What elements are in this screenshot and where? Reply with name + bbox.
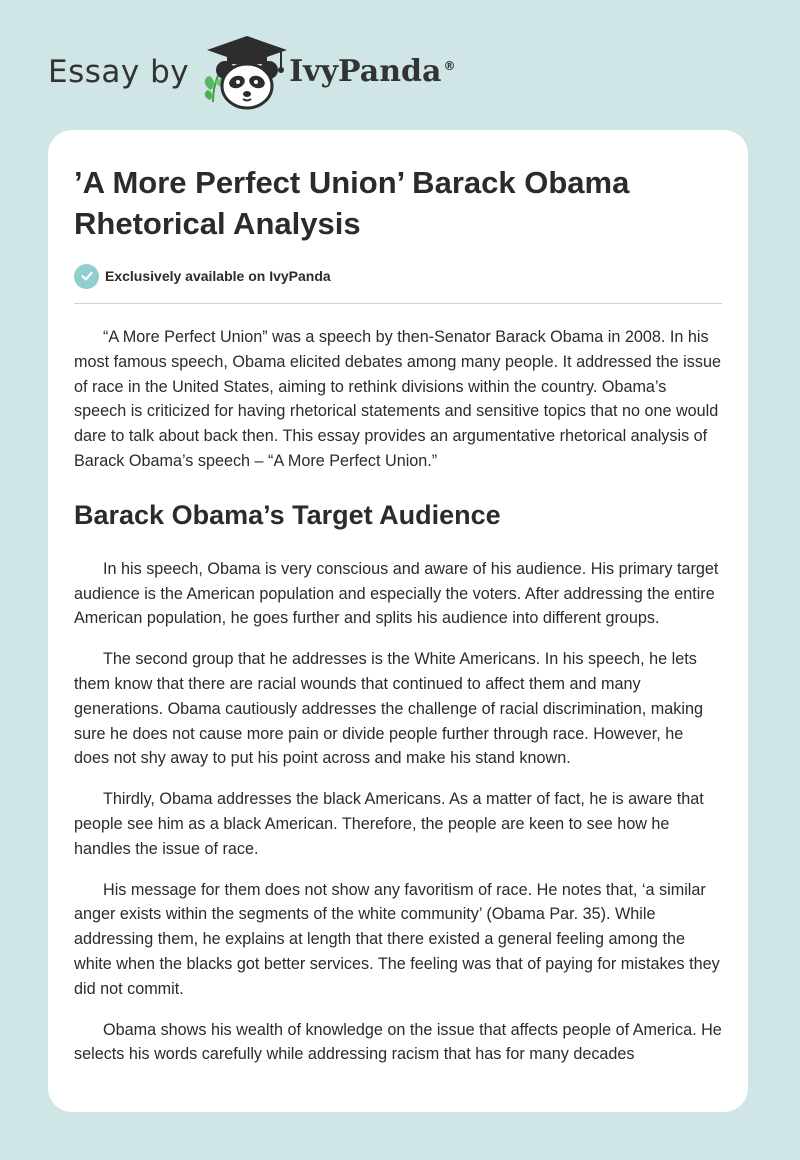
brand-name: IvyPanda ®	[289, 54, 456, 89]
essay-title: ’A More Perfect Union’ Barack Obama Rhetorical Analysis	[74, 165, 630, 241]
body-paragraph: Thirdly, Obama addresses the black Americans. As a matter of fact, he is aware that people see him as a black American. Therefore, the people are keen to see how he handles the issue of race.	[74, 790, 704, 858]
body-paragraph: Obama shows his wealth of knowledge on the issue that affects people of America. He selects his words carefully while addressing racism that has for many decades	[74, 1020, 722, 1064]
intro-paragraph: “A More Perfect Union” was a speech by then-Senator Barack Obama in 2008. In his most famous speech, Obama elicited debates among many people. It addressed the issue of race in the United States, aiming to rethink divisions within the country. Obama’s speech is criticized for having rhetorical statements and sensitive topics that no one would dare to talk about back then. This essay provides an argumentative rhetorical analysis of Barack Obama’s speech – “A More Perfect Union.”	[74, 328, 721, 470]
check-circle-icon	[74, 264, 99, 289]
brand-prefix: Essay by	[48, 53, 190, 90]
registered-mark: ®	[443, 59, 456, 73]
badge-text: Exclusively available on IvyPanda	[105, 268, 331, 284]
brand-header	[48, 32, 455, 112]
body-paragraph: The second group that he addresses is the White Americans. In his speech, he lets them know that there are racial wounds that continued to affect them and many generations. Obama cautiously addresses the challenge of racial discrimination, making sure he does not cause more pain or divide people further through race. However, he does not shy away to put his point across and make his stand known.	[74, 650, 703, 768]
essay-card	[48, 130, 748, 1112]
body-paragraph: In his speech, Obama is very conscious and aware of his audience. His primary target audience is the American population and especially the voters. After addressing the entire American population, he goes further and splits his audience into different groups.	[74, 559, 719, 628]
panda-logo-icon	[201, 32, 293, 112]
body-paragraph: His message for them does not show any favoritism of race. He notes that, ‘a similar anger exists within the segments of the white community’ (Obama Par. 35). While addressing them, he explains at length that there existed a general feeling among the white when the blacks got better services. The feeling was that of paying for mistakes they did not commit.	[74, 880, 720, 998]
divider	[74, 303, 722, 304]
section-heading: Barack Obama’s Target Audience	[74, 499, 501, 530]
exclusive-badge	[74, 263, 722, 289]
